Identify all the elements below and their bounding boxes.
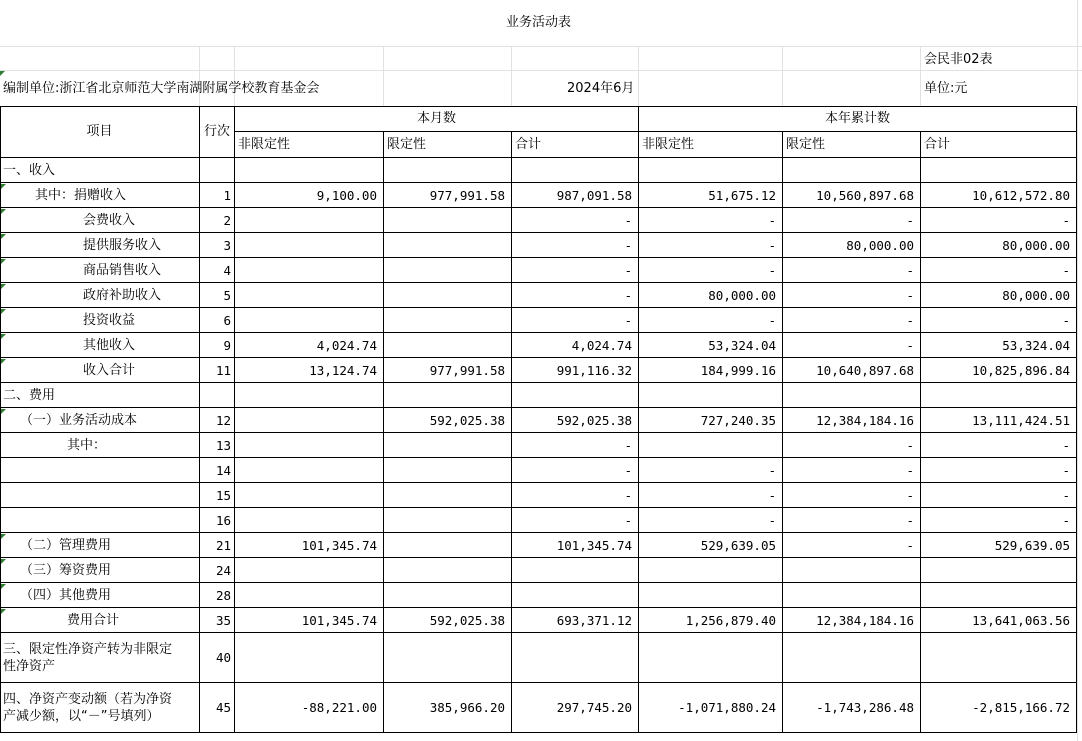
value-year-unrestricted [639, 158, 783, 183]
value-year-unrestricted: 727,240.35 [639, 408, 783, 433]
value-year-unrestricted: - [639, 258, 783, 283]
value-month-total: 991,116.32 [512, 358, 639, 383]
value-year-restricted: - [783, 258, 921, 283]
value-month-total: - [512, 458, 639, 483]
form-code: 会民非02表 [924, 52, 993, 67]
row-line-number: 12 [200, 408, 235, 433]
value-month-restricted [384, 633, 512, 683]
value-month-total: 592,025.38 [512, 408, 639, 433]
header-month-total: 合计 [512, 132, 639, 158]
header-year-restricted: 限定性 [783, 132, 921, 158]
value-year-total [921, 383, 1077, 408]
row-line-number: 5 [200, 283, 235, 308]
value-year-unrestricted [639, 383, 783, 408]
row-line-number: 11 [200, 358, 235, 383]
value-month-unrestricted: 101,345.74 [235, 533, 384, 558]
value-year-restricted [783, 633, 921, 683]
value-month-total [512, 633, 639, 683]
value-year-restricted: - [783, 483, 921, 508]
value-month-restricted [384, 558, 512, 583]
value-year-restricted: - [783, 508, 921, 533]
currency-unit: 单位:元 [924, 81, 968, 96]
header-year-total: 合计 [921, 132, 1077, 158]
row-line-number: 35 [200, 608, 235, 633]
cell-comment-marker [1, 309, 6, 314]
value-year-restricted: 10,640,897.68 [783, 358, 921, 383]
value-month-unrestricted [235, 283, 384, 308]
value-year-unrestricted: -1,071,880.24 [639, 683, 783, 733]
value-month-unrestricted: -88,221.00 [235, 683, 384, 733]
value-month-total [512, 158, 639, 183]
value-year-restricted [783, 558, 921, 583]
value-year-unrestricted: 80,000.00 [639, 283, 783, 308]
value-month-unrestricted [235, 558, 384, 583]
value-year-restricted [783, 158, 921, 183]
cell-comment-marker [1, 534, 6, 539]
value-month-total: - [512, 433, 639, 458]
value-month-total: - [512, 283, 639, 308]
report-period: 2024年6月 [567, 81, 635, 96]
value-year-restricted: 12,384,184.16 [783, 608, 921, 633]
cell-comment-marker [1, 284, 6, 289]
value-year-total: 13,641,063.56 [921, 608, 1077, 633]
value-year-unrestricted: 1,256,879.40 [639, 608, 783, 633]
value-month-unrestricted [235, 458, 384, 483]
value-year-restricted: 80,000.00 [783, 233, 921, 258]
value-month-total: - [512, 208, 639, 233]
value-month-total: 101,345.74 [512, 533, 639, 558]
cell-comment-marker [1, 359, 6, 364]
row-line-number: 21 [200, 533, 235, 558]
org-name: 编制单位:浙江省北京师范大学南湖附属学校教育基金会 [3, 81, 320, 96]
row-line-number: 14 [200, 458, 235, 483]
value-month-total: - [512, 508, 639, 533]
value-month-unrestricted: 13,124.74 [235, 358, 384, 383]
row-item-label: 商品销售收入 [0, 258, 200, 283]
row-item-label: 其中： [0, 433, 200, 458]
row-line-number [200, 383, 235, 408]
value-year-total: - [921, 258, 1077, 283]
value-year-restricted: 10,560,897.68 [783, 183, 921, 208]
value-year-restricted: - [783, 333, 921, 358]
header-month-restricted: 限定性 [384, 132, 512, 158]
value-year-restricted [783, 583, 921, 608]
value-year-total: - [921, 508, 1077, 533]
row-item-label: 投资收益 [0, 308, 200, 333]
value-month-restricted [384, 233, 512, 258]
row-item-label [0, 458, 200, 483]
value-month-unrestricted [235, 208, 384, 233]
value-month-restricted [384, 508, 512, 533]
row-line-number: 6 [200, 308, 235, 333]
value-month-unrestricted [235, 233, 384, 258]
value-month-unrestricted [235, 508, 384, 533]
value-month-unrestricted [235, 633, 384, 683]
header-line: 行次 [200, 106, 235, 158]
value-year-unrestricted: 529,639.05 [639, 533, 783, 558]
value-month-unrestricted: 101,345.74 [235, 608, 384, 633]
value-month-unrestricted [235, 383, 384, 408]
value-year-total: 529,639.05 [921, 533, 1077, 558]
value-month-total: 4,024.74 [512, 333, 639, 358]
value-month-total: 987,091.58 [512, 183, 639, 208]
value-month-restricted [384, 158, 512, 183]
value-month-unrestricted [235, 583, 384, 608]
value-month-unrestricted [235, 483, 384, 508]
header-year-to-date: 本年累计数 [639, 106, 1077, 132]
row-item-label: （三）筹资费用 [0, 558, 200, 583]
row-item-label-line: 四、净资产变动额（若为净资 [3, 692, 173, 707]
row-line-number: 4 [200, 258, 235, 283]
row-item-label: 费用合计 [0, 608, 200, 633]
value-month-restricted [384, 283, 512, 308]
row-item-label-line: 三、限定性净资产转为非限定 [3, 642, 173, 657]
value-month-restricted [384, 383, 512, 408]
value-year-restricted: - [783, 458, 921, 483]
row-item-label: （一）业务活动成本 [0, 408, 200, 433]
row-item-label [0, 633, 200, 683]
value-month-unrestricted [235, 308, 384, 333]
header-current-month: 本月数 [235, 106, 639, 132]
row-item-label: 会费收入 [0, 208, 200, 233]
value-month-total: - [512, 308, 639, 333]
cell-comment-marker [1, 234, 6, 239]
value-month-restricted: 977,991.58 [384, 183, 512, 208]
value-month-restricted [384, 308, 512, 333]
value-year-restricted [783, 383, 921, 408]
value-year-restricted: - [783, 283, 921, 308]
value-month-total [512, 383, 639, 408]
value-month-total: 297,745.20 [512, 683, 639, 733]
value-month-unrestricted [235, 408, 384, 433]
header-year-unrestricted: 非限定性 [639, 132, 783, 158]
value-month-restricted: 385,966.20 [384, 683, 512, 733]
value-month-unrestricted [235, 158, 384, 183]
row-item-label: 提供服务收入 [0, 233, 200, 258]
value-year-unrestricted: - [639, 508, 783, 533]
row-item-label-line: 产减少额，以“－”号填列） [3, 709, 160, 724]
value-month-restricted: 592,025.38 [384, 608, 512, 633]
value-year-total: - [921, 483, 1077, 508]
value-month-unrestricted [235, 433, 384, 458]
value-month-total: - [512, 233, 639, 258]
row-line-number: 15 [200, 483, 235, 508]
value-year-total: 80,000.00 [921, 283, 1077, 308]
row-item-label: 其中：捐赠收入 [0, 183, 200, 208]
row-line-number: 40 [200, 633, 235, 683]
value-year-restricted: -1,743,286.48 [783, 683, 921, 733]
value-year-restricted: - [783, 308, 921, 333]
value-month-total: - [512, 258, 639, 283]
value-month-restricted [384, 258, 512, 283]
value-year-unrestricted: - [639, 483, 783, 508]
value-month-total: - [512, 483, 639, 508]
value-month-restricted: 592,025.38 [384, 408, 512, 433]
value-year-total: - [921, 433, 1077, 458]
row-line-number [200, 158, 235, 183]
value-month-restricted: 977,991.58 [384, 358, 512, 383]
row-item-label: 收入合计 [0, 358, 200, 383]
value-year-total: 10,612,572.80 [921, 183, 1077, 208]
value-year-total: - [921, 208, 1077, 233]
value-month-unrestricted: 4,024.74 [235, 333, 384, 358]
row-item-label: 政府补助收入 [0, 283, 200, 308]
row-item-label [0, 683, 200, 733]
value-year-total: 53,324.04 [921, 333, 1077, 358]
cell-comment-marker [1, 609, 6, 614]
value-year-unrestricted: 51,675.12 [639, 183, 783, 208]
row-line-number: 9 [200, 333, 235, 358]
value-year-restricted: - [783, 533, 921, 558]
value-month-restricted [384, 333, 512, 358]
row-item-label: 一、收入 [0, 158, 200, 183]
row-line-number: 1 [200, 183, 235, 208]
report-title: 业务活动表 [505, 15, 571, 30]
value-year-restricted: - [783, 208, 921, 233]
row-item-label: 二、费用 [0, 383, 200, 408]
value-year-unrestricted: 184,999.16 [639, 358, 783, 383]
value-year-total: -2,815,166.72 [921, 683, 1077, 733]
value-year-unrestricted [639, 433, 783, 458]
row-item-label: 其他收入 [0, 333, 200, 358]
row-line-number: 2 [200, 208, 235, 233]
cell-comment-marker [0, 71, 5, 76]
row-line-number: 45 [200, 683, 235, 733]
value-month-restricted [384, 458, 512, 483]
value-year-total [921, 633, 1077, 683]
cell-comment-marker [1, 209, 6, 214]
row-item-label: （四）其他费用 [0, 583, 200, 608]
value-month-restricted [384, 433, 512, 458]
value-year-unrestricted: - [639, 208, 783, 233]
value-month-unrestricted: 9,100.00 [235, 183, 384, 208]
row-item-label [0, 483, 200, 508]
cell-comment-marker [1, 559, 6, 564]
value-month-total: 693,371.12 [512, 608, 639, 633]
row-line-number: 3 [200, 233, 235, 258]
value-year-unrestricted: 53,324.04 [639, 333, 783, 358]
row-item-label-line: 性净资产 [3, 659, 56, 674]
value-month-restricted [384, 483, 512, 508]
row-line-number: 28 [200, 583, 235, 608]
value-year-restricted: - [783, 433, 921, 458]
cell-comment-marker [1, 259, 6, 264]
value-year-total: 10,825,896.84 [921, 358, 1077, 383]
value-month-restricted [384, 208, 512, 233]
row-line-number: 16 [200, 508, 235, 533]
value-month-restricted [384, 583, 512, 608]
value-year-total: - [921, 308, 1077, 333]
value-year-total: 80,000.00 [921, 233, 1077, 258]
value-year-total [921, 583, 1077, 608]
value-month-restricted [384, 533, 512, 558]
header-item: 项目 [0, 106, 200, 158]
value-year-total: - [921, 458, 1077, 483]
value-year-total: 13,111,424.51 [921, 408, 1077, 433]
value-year-unrestricted: - [639, 308, 783, 333]
value-year-unrestricted [639, 583, 783, 608]
cell-comment-marker [1, 334, 6, 339]
cell-comment-marker [1, 584, 6, 589]
cell-comment-marker [1, 184, 6, 189]
value-year-total [921, 158, 1077, 183]
row-item-label [0, 508, 200, 533]
value-month-total [512, 558, 639, 583]
value-month-unrestricted [235, 258, 384, 283]
value-year-unrestricted: - [639, 233, 783, 258]
cell-comment-marker [1, 409, 6, 414]
row-item-label: （二）管理费用 [0, 533, 200, 558]
value-year-unrestricted: - [639, 458, 783, 483]
value-month-total [512, 583, 639, 608]
row-line-number: 13 [200, 433, 235, 458]
header-month-unrestricted: 非限定性 [235, 132, 384, 158]
row-line-number: 24 [200, 558, 235, 583]
value-year-restricted: 12,384,184.16 [783, 408, 921, 433]
value-year-unrestricted [639, 633, 783, 683]
value-year-unrestricted [639, 558, 783, 583]
value-year-total [921, 558, 1077, 583]
